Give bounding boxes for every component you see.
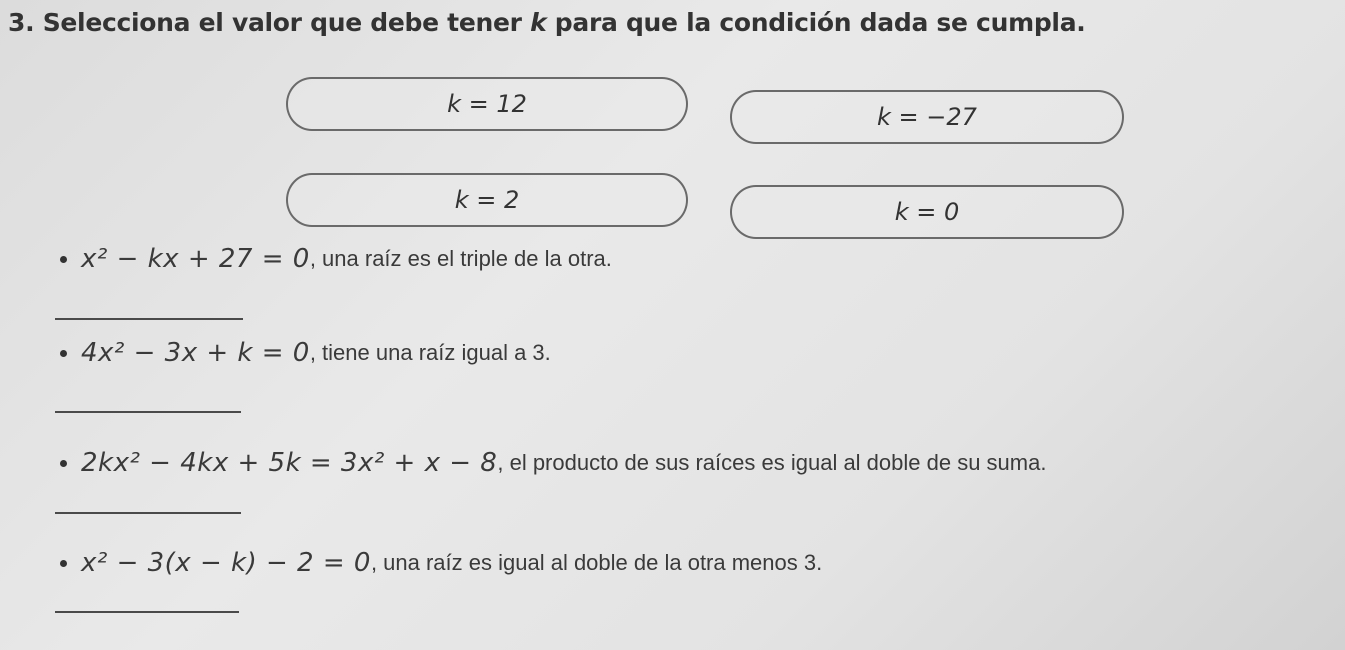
option-k-minus-27[interactable] [730, 90, 1124, 144]
option-k-0[interactable] [730, 185, 1124, 239]
title-variable: k [530, 8, 547, 37]
answer-blank[interactable] [55, 611, 239, 613]
answer-blank[interactable] [55, 318, 243, 320]
question-title [8, 8, 1085, 37]
condition-item [60, 548, 822, 578]
bullet-icon [60, 460, 67, 467]
condition-item [60, 244, 612, 274]
title-prefix: 3. Selecciona el valor que debe tener [8, 8, 531, 37]
bullet-icon [60, 560, 67, 567]
condition-text: , tiene una raíz igual a 3. [309, 340, 551, 365]
condition-text: , una raíz es igual al doble de la otra menos 3. [370, 550, 823, 575]
equation: x² − 3(x − k) − 2 = 0 [81, 548, 371, 578]
equation: x² − kx + 27 = 0 [81, 244, 310, 274]
option-label: k = −27 [877, 103, 977, 131]
option-label: k = 0 [894, 198, 960, 226]
option-label: k = 12 [447, 90, 527, 118]
title-suffix: para que la condición dada se cumpla. [546, 8, 1086, 37]
bullet-icon [60, 256, 67, 263]
condition-item [60, 338, 551, 368]
equation: 2kx² − 4kx + 5k = 3x² + x − 8 [81, 448, 498, 478]
equation: 4x² − 3x + k = 0 [81, 338, 310, 368]
answer-blank[interactable] [55, 411, 241, 413]
option-k-2[interactable] [286, 173, 688, 227]
option-label: k = 2 [454, 186, 520, 214]
condition-text: , el producto de sus raíces es igual al doble de su suma. [497, 450, 1047, 475]
option-k-12[interactable] [286, 77, 688, 131]
answer-blank[interactable] [55, 512, 241, 514]
condition-item [60, 448, 1046, 478]
condition-text: , una raíz es el triple de la otra. [309, 246, 612, 271]
bullet-icon [60, 350, 67, 357]
